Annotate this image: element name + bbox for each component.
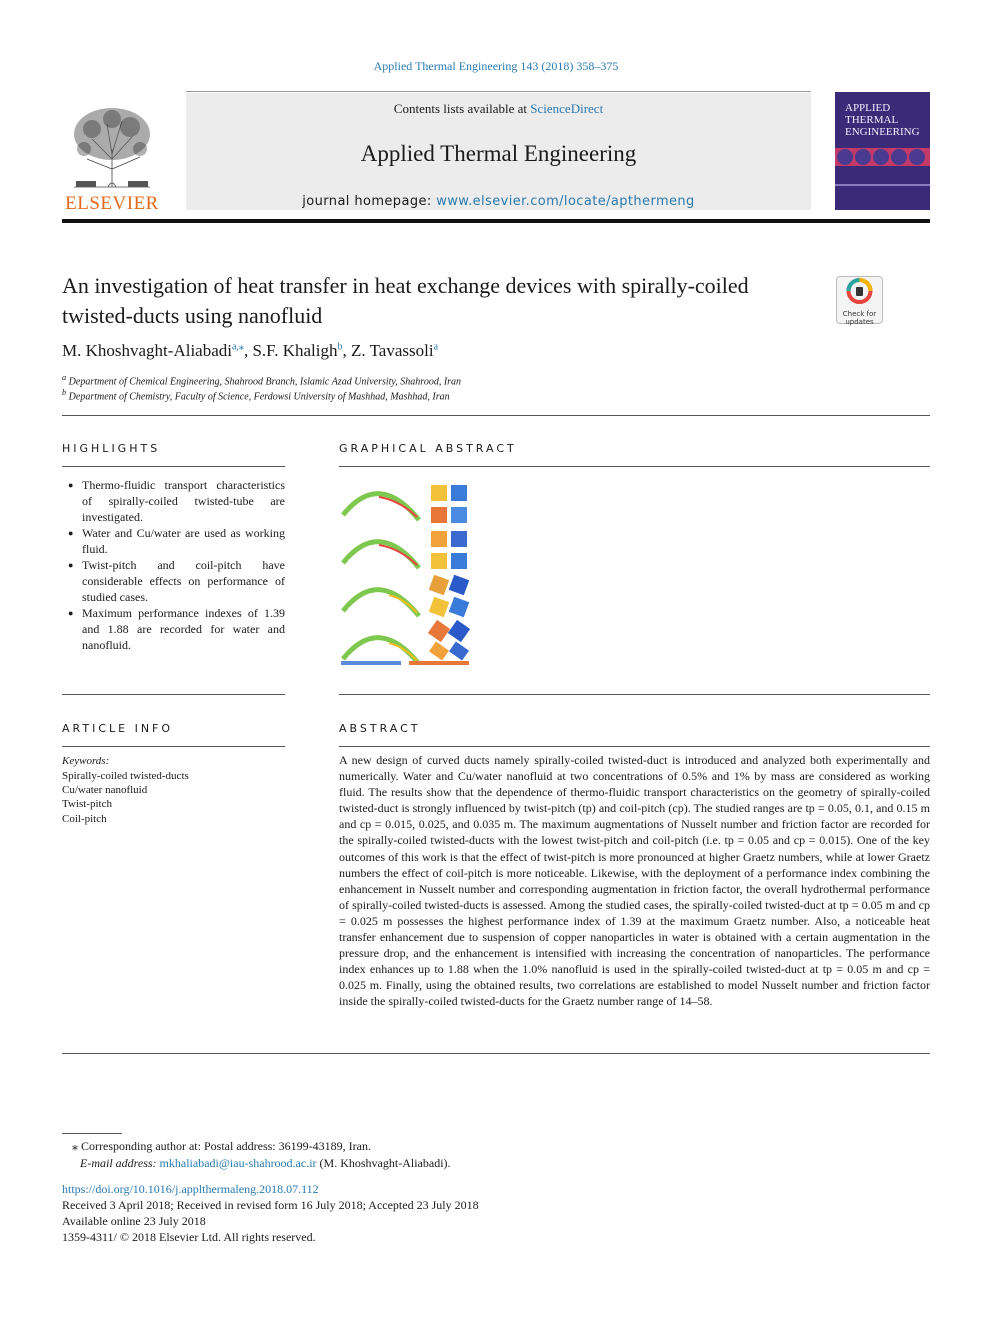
keyword-item: Twist-pitch: [62, 798, 112, 810]
copyright: 1359-4311/ © 2018 Elsevier Ltd. All rights reserved.: [62, 1230, 316, 1244]
abstract-heading: ABSTRACT: [339, 722, 421, 735]
highlights-rule: [62, 466, 285, 467]
author-separator: ,: [243, 341, 253, 360]
email-link[interactable]: mkhaliabadi@iau-shahrood.ac.ir: [159, 1156, 317, 1170]
author-list: [62, 341, 438, 361]
contents-prefix: Contents lists available at: [393, 101, 531, 116]
homepage-line: [186, 194, 811, 209]
journal-title: Applied Thermal Engineering: [360, 141, 637, 166]
check-updates-line2: updates: [845, 318, 874, 326]
graphical-abstract-rule: [339, 466, 930, 467]
homepage-link[interactable]: www.elsevier.com/locate/apthermeng: [436, 194, 695, 209]
graphical-abstract-bottom-rule: [339, 694, 930, 695]
header-top-rule: [186, 91, 811, 92]
affiliation-a: [62, 373, 461, 387]
keywords-label: Keywords:: [62, 755, 110, 767]
article-info-rule: [62, 746, 285, 747]
section-divider: [62, 415, 930, 416]
author-affiliation-mark[interactable]: a: [433, 341, 439, 353]
author-name[interactable]: S.F. Khaligh: [252, 341, 338, 360]
highlights-bottom-rule: [62, 694, 285, 695]
highlight-item: ● Twist-pitch and coil-pitch have considerable effects on performance of studied cases.: [62, 557, 285, 605]
check-updates-icon: [837, 277, 882, 305]
author-name[interactable]: M. Khoshvaght-Aliabadi: [62, 341, 232, 360]
doi-link[interactable]: https://doi.org/10.1016/j.applthermaleng.2018.07.112: [62, 1182, 319, 1196]
received-dates: Received 3 April 2018; Received in revised form 16 July 2018; Accepted 23 July 2018: [62, 1198, 479, 1212]
email-line: [80, 1156, 451, 1171]
highlight-item: ● Water and Cu/water are used as working fluid.: [62, 525, 285, 557]
affiliation-text: Department of Chemistry, Faculty of Science, Ferdowsi University of Mashhad, Mashhad, Iran: [68, 391, 450, 403]
article-title: An investigation of heat transfer in heat exchange devices with spirally-coiled twisted-ducts using nanofluid: [62, 273, 749, 328]
author-name[interactable]: Z. Tavassoli: [351, 341, 434, 360]
keyword-item: Spirally-coiled twisted-ducts: [62, 770, 189, 782]
abstract-bottom-rule: [62, 1053, 930, 1054]
sciencedirect-link[interactable]: ScienceDirect: [530, 101, 604, 116]
available-online: Available online 23 July 2018: [62, 1214, 206, 1228]
highlight-item: ● Thermo-fluidic transport characteristics of spirally-coiled twisted-tube are investigated.: [62, 477, 285, 525]
author-affiliation-mark[interactable]: b: [337, 341, 343, 353]
author-affiliation-mark[interactable]: a,⁎: [231, 341, 244, 353]
cover-title: APPLIED THERMAL ENGINEERING: [845, 102, 920, 138]
keyword-item: Cu/water nanofluid: [62, 784, 148, 796]
check-for-updates-button[interactable]: [836, 276, 883, 324]
abstract-text: A new design of curved ducts namely spirally-coiled twisted-duct is introduced and analyzed both experimentally and numerically. Water and Cu/water nanofluid at two concentrations of 0.5% and 1% by mass are considered as working fluid. The results show that the dependence of thermo-fluidic transport characteristics on the geometry of spirally-coiled twisted-duct is strongly influenced by twist-pitch (tp) and coil-pitch (cp). The studied ranges are tp = 0.05, 0.1, and 0.15 m and cp = 0.015, 0.025, and 0.035 m. The maximum augmentations of Nusselt number and friction factor are recorded for the spirally-coiled twisted-ducts with the lowest twist-pitch and coil-pitch (i.e. tp = 0.05 and cp = 0.015). One of the key outcomes of this work is that the effect of twist-pitch is more pronounced at higher Graetz numbers, while at lower Graetz numbers the effect of coil-pitch is more noticeable. Likewise, with the deployment of a performance index combining the enhancement in Nusselt number and corresponding augmentation in friction factor, the overall hydrothermal performance of spirally-coiled twisted-ducts is assessed. Among the studied cases, the spirally-coiled twisted-duct at tp = 0.05 m and cp = 0.025 m possesses the highest performance index of 1.39 at the maximum Graetz number. Also, a noticeable heat transfer enhancement due to suspension of copper nanoparticles in water is obtained with a certain augmentation in the pressure drop, and the enhancement is intensified with increasing the concentration of nanoparticles. The performance index enhances up to 1.88 when the 1.0% nanofluid is used in the spirally-coiled twisted-duct at tp = 0.05 m and cp = 0.025 m. Finally, using the obtained results, two correlations are established to model Nusselt number and friction factor inside the spirally-coiled twisted-ducts for the Graetz number range of 14–58.: [339, 753, 930, 1009]
email-label: E-mail address:: [80, 1156, 160, 1170]
affiliation-mark: b: [62, 388, 67, 397]
homepage-prefix: journal homepage:: [302, 194, 437, 209]
abstract-rule: [339, 746, 930, 747]
highlight-item: ● Maximum performance indexes of 1.39 and 1.88 are recorded for water and nanofluid.: [62, 605, 285, 653]
check-updates-line1: Check for: [842, 310, 877, 318]
corresponding-author-note: ⁎ Corresponding author at: Postal address: 36199-43189, Iran.: [72, 1139, 371, 1153]
graphical-abstract-image: [339, 475, 474, 670]
journal-reference[interactable]: Applied Thermal Engineering 143 (2018) 358–375: [373, 59, 619, 73]
elsevier-wordmark: ELSEVIER: [65, 193, 159, 214]
affiliation-text: Department of Chemical Engineering, Shahrood Branch, Islamic Azad University, Shahrood, Iran: [68, 376, 462, 388]
graphical-abstract-heading: GRAPHICAL ABSTRACT: [339, 442, 517, 455]
author-separator: ,: [342, 341, 352, 360]
header-divider: [62, 219, 930, 223]
email-owner: (M. Khoshvaght-Aliabadi).: [316, 1156, 451, 1170]
affiliation-b: [62, 388, 450, 402]
contents-line: [186, 101, 811, 117]
keyword-item: Coil-pitch: [62, 813, 107, 825]
affiliation-mark: a: [62, 373, 67, 382]
highlights-list: [62, 477, 285, 653]
article-info-heading: ARTICLE INFO: [62, 722, 174, 735]
highlights-heading: HIGHLIGHTS: [62, 442, 161, 455]
footnote-rule: [62, 1133, 122, 1134]
